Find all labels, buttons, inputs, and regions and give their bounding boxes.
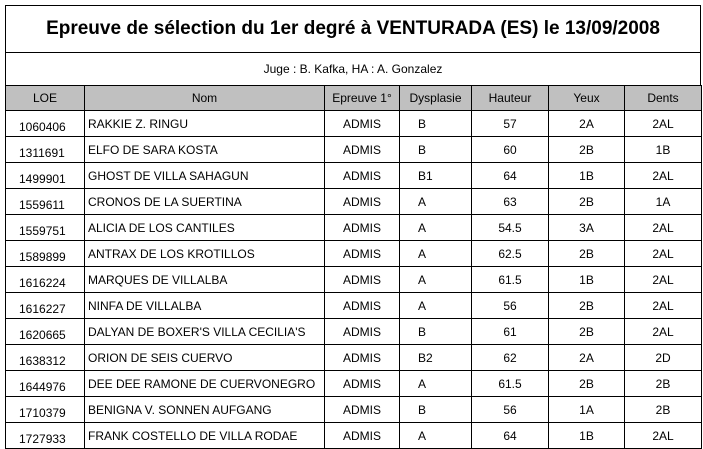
cell-yeux[interactable]: 1B bbox=[549, 423, 625, 449]
cell-nom[interactable]: BENIGNA V. SONNEN AUFGANG bbox=[85, 397, 325, 423]
cell-hauteur[interactable]: 61.5 bbox=[472, 371, 549, 397]
cell-epreuve[interactable]: ADMIS bbox=[325, 371, 400, 397]
table-row bbox=[6, 215, 702, 241]
col-header-yeux[interactable]: Yeux bbox=[549, 86, 625, 111]
cell-nom[interactable]: GHOST DE VILLA SAHAGUN bbox=[85, 163, 325, 189]
cell-yeux[interactable]: 2B bbox=[549, 371, 625, 397]
col-header-dysplasie[interactable]: Dysplasie bbox=[400, 86, 472, 111]
page-title: Epreuve de sélection du 1er degré à VENTURADA (ES) le 13/09/2008 bbox=[5, 5, 701, 52]
cell-dents[interactable]: 2AL bbox=[625, 111, 702, 137]
cell-hauteur[interactable]: 56 bbox=[472, 397, 549, 423]
cell-hauteur[interactable]: 54.5 bbox=[472, 215, 549, 241]
cell-yeux[interactable]: 2B bbox=[549, 189, 625, 215]
cell-hauteur[interactable]: 62.5 bbox=[472, 241, 549, 267]
cell-dysplasie[interactable]: A bbox=[400, 215, 472, 241]
cell-yeux[interactable]: 2B bbox=[549, 241, 625, 267]
cell-dents[interactable]: 2AL bbox=[625, 423, 702, 449]
col-header-nom[interactable]: Nom bbox=[85, 86, 325, 111]
cell-epreuve[interactable]: ADMIS bbox=[325, 319, 400, 345]
cell-epreuve[interactable]: ADMIS bbox=[325, 397, 400, 423]
results-sheet bbox=[5, 5, 701, 449]
cell-dysplasie[interactable]: B bbox=[400, 111, 472, 137]
col-header-dents[interactable]: Dents bbox=[625, 86, 702, 111]
cell-dysplasie[interactable]: A bbox=[400, 189, 472, 215]
table-row bbox=[6, 423, 702, 449]
cell-nom[interactable]: FRANK COSTELLO DE VILLA RODAE bbox=[85, 423, 325, 449]
cell-nom[interactable]: ELFO DE SARA KOSTA bbox=[85, 137, 325, 163]
table-row bbox=[6, 189, 702, 215]
table-row bbox=[6, 319, 702, 345]
cell-dysplasie[interactable]: B bbox=[400, 397, 472, 423]
cell-loe[interactable]: 1499901 bbox=[6, 163, 85, 189]
cell-yeux[interactable]: 2B bbox=[549, 137, 625, 163]
judge-line: Juge : B. Kafka, HA : A. Gonzalez bbox=[5, 52, 701, 85]
table-row bbox=[6, 111, 702, 137]
cell-loe[interactable]: 1559611 bbox=[6, 189, 85, 215]
cell-dysplasie[interactable]: A bbox=[400, 371, 472, 397]
table-row bbox=[6, 163, 702, 189]
cell-nom[interactable]: MARQUES DE VILLALBA bbox=[85, 267, 325, 293]
table-row bbox=[6, 345, 702, 371]
cell-hauteur[interactable]: 61 bbox=[472, 319, 549, 345]
cell-yeux[interactable]: 1B bbox=[549, 267, 625, 293]
cell-hauteur[interactable]: 60 bbox=[472, 137, 549, 163]
cell-hauteur[interactable]: 64 bbox=[472, 163, 549, 189]
cell-nom[interactable]: ALICIA DE LOS CANTILES bbox=[85, 215, 325, 241]
cell-yeux[interactable]: 2A bbox=[549, 111, 625, 137]
cell-yeux[interactable]: 1B bbox=[549, 163, 625, 189]
cell-nom[interactable]: DEE DEE RAMONE DE CUERVONEGRO bbox=[85, 371, 325, 397]
table-row bbox=[6, 397, 702, 423]
cell-epreuve[interactable]: ADMIS bbox=[325, 345, 400, 371]
cell-dents[interactable]: 2D bbox=[625, 345, 702, 371]
cell-dysplasie[interactable]: B bbox=[400, 137, 472, 163]
table-row bbox=[6, 293, 702, 319]
cell-loe[interactable]: 1616224 bbox=[6, 267, 85, 293]
cell-yeux[interactable]: 1A bbox=[549, 397, 625, 423]
cell-nom[interactable]: DALYAN DE BOXER'S VILLA CECILIA'S bbox=[85, 319, 325, 345]
cell-dents[interactable]: 2AL bbox=[625, 163, 702, 189]
cell-loe[interactable]: 1727933 bbox=[6, 423, 85, 449]
cell-dysplasie[interactable]: A bbox=[400, 241, 472, 267]
cell-loe[interactable]: 1644976 bbox=[6, 371, 85, 397]
cell-loe[interactable]: 1620665 bbox=[6, 319, 85, 345]
table-row bbox=[6, 371, 702, 397]
cell-dents[interactable]: 2B bbox=[625, 371, 702, 397]
cell-dents[interactable]: 2AL bbox=[625, 215, 702, 241]
cell-loe[interactable]: 1710379 bbox=[6, 397, 85, 423]
cell-dysplasie[interactable]: B1 bbox=[400, 163, 472, 189]
cell-yeux[interactable]: 3A bbox=[549, 215, 625, 241]
cell-dents[interactable]: 2B bbox=[625, 397, 702, 423]
cell-epreuve[interactable]: ADMIS bbox=[325, 241, 400, 267]
cell-dents[interactable]: 2AL bbox=[625, 293, 702, 319]
cell-nom[interactable]: ANTRAX DE LOS KROTILLOS bbox=[85, 241, 325, 267]
cell-epreuve[interactable]: ADMIS bbox=[325, 215, 400, 241]
cell-hauteur[interactable]: 61.5 bbox=[472, 267, 549, 293]
cell-nom[interactable]: ORION DE SEIS CUERVO bbox=[85, 345, 325, 371]
cell-dysplasie[interactable]: B2 bbox=[400, 345, 472, 371]
cell-loe[interactable]: 1589899 bbox=[6, 241, 85, 267]
cell-loe[interactable]: 1559751 bbox=[6, 215, 85, 241]
cell-dents[interactable]: 2AL bbox=[625, 319, 702, 345]
cell-loe[interactable]: 1616227 bbox=[6, 293, 85, 319]
cell-dents[interactable]: 2AL bbox=[625, 241, 702, 267]
cell-dents[interactable]: 2AL bbox=[625, 267, 702, 293]
cell-dents[interactable]: 1B bbox=[625, 137, 702, 163]
cell-yeux[interactable]: 2A bbox=[549, 345, 625, 371]
col-header-hauteur[interactable]: Hauteur bbox=[472, 86, 549, 111]
cell-dents[interactable]: 1A bbox=[625, 189, 702, 215]
cell-epreuve[interactable]: ADMIS bbox=[325, 189, 400, 215]
cell-hauteur[interactable]: 64 bbox=[472, 423, 549, 449]
cell-dysplasie[interactable]: A bbox=[400, 423, 472, 449]
cell-epreuve[interactable]: ADMIS bbox=[325, 137, 400, 163]
cell-yeux[interactable]: 2B bbox=[549, 293, 625, 319]
cell-loe[interactable]: 1060406 bbox=[6, 111, 85, 137]
table-row bbox=[6, 241, 702, 267]
cell-epreuve[interactable]: ADMIS bbox=[325, 163, 400, 189]
table-row bbox=[6, 137, 702, 163]
cell-epreuve[interactable]: ADMIS bbox=[325, 293, 400, 319]
col-header-epreuve[interactable]: Epreuve 1° bbox=[325, 86, 400, 111]
cell-nom[interactable]: RAKKIE Z. RINGU bbox=[85, 111, 325, 137]
cell-epreuve[interactable]: ADMIS bbox=[325, 267, 400, 293]
cell-epreuve[interactable]: ADMIS bbox=[325, 423, 400, 449]
cell-nom[interactable]: NINFA DE VILLALBA bbox=[85, 293, 325, 319]
cell-dysplasie[interactable]: A bbox=[400, 267, 472, 293]
table-row bbox=[6, 267, 702, 293]
results-table bbox=[5, 85, 702, 449]
cell-hauteur[interactable]: 62 bbox=[472, 345, 549, 371]
cell-hauteur[interactable]: 63 bbox=[472, 189, 549, 215]
cell-loe[interactable]: 1311691 bbox=[6, 137, 85, 163]
cell-hauteur[interactable]: 57 bbox=[472, 111, 549, 137]
cell-loe[interactable]: 1638312 bbox=[6, 345, 85, 371]
header-row bbox=[6, 86, 702, 111]
cell-dysplasie[interactable]: A bbox=[400, 293, 472, 319]
cell-hauteur[interactable]: 56 bbox=[472, 293, 549, 319]
col-header-loe[interactable]: LOE bbox=[6, 86, 85, 111]
cell-yeux[interactable]: 2B bbox=[549, 319, 625, 345]
cell-dysplasie[interactable]: B bbox=[400, 319, 472, 345]
cell-epreuve[interactable]: ADMIS bbox=[325, 111, 400, 137]
cell-nom[interactable]: CRONOS DE LA SUERTINA bbox=[85, 189, 325, 215]
